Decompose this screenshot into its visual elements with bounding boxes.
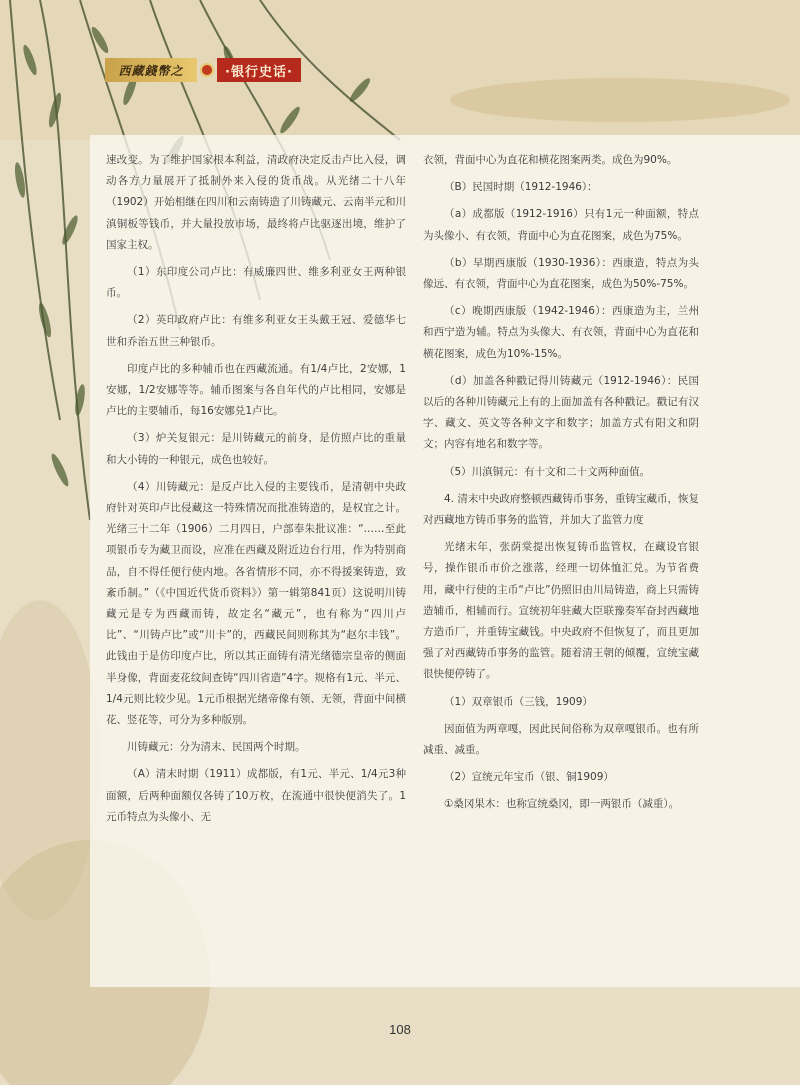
paragraph: （4）川铸藏元：是反卢比入侵的主要钱币，是清朝中央政府针对英印卢比侵藏这一特殊情况而批准铸造的，是权宜之计。光绪三十二年（1906）二月四日，户部奉朱批议准：“……至此项银币专为藏卫而设，应准在西藏及附近边台行用，作为特别商品，自不得任便行使内地。各省情形不同，亦不得援案铸造，致紊币制。”（《中国近代货币资料》）第一辑第841页）这说明川铸藏元是专为西藏而铸，故定名“藏元”，也有称为“四川卢比”、“川铸卢比”或“川卡”的，西藏民间则称其为“赵尔丰钱”。此钱由于是仿印度卢比，所以其正面铸有清光绪德宗皇帝的侧面半身像，背面麦花纹间查铸“四川省造”4字。规格有1元、半元、1/4元则比较少见。1元币根据光绪帝像有领、无领，背面中间横花、竖花等，可分为多种版别。 bbox=[106, 480, 406, 727]
right-column bbox=[423, 150, 699, 822]
page-number: 108 bbox=[389, 1022, 411, 1037]
section-label: ·银行史话· bbox=[217, 58, 301, 82]
column-header bbox=[105, 58, 305, 82]
seal-dot-icon bbox=[200, 63, 214, 77]
paragraph: （5）川滇铜元：有十文和二十文两种面值。 bbox=[444, 465, 651, 478]
paragraph: 印度卢比的多种辅币也在西藏流通。有1/4卢比，2安娜，1安娜，1/2安娜等等。辅币图案与各自年代的卢比相同，安娜是卢比的主要辅币，每16安娜兑1卢比。 bbox=[106, 362, 406, 418]
left-column bbox=[106, 150, 406, 834]
paragraph: 衣领，背面中心为直花和横花图案两类。成色为90%。 bbox=[423, 154, 678, 166]
section-heading: 4. 清末中央政府整顿西藏铸币事务，重铸宝藏币，恢复对西藏地方铸币事务的监管，并加大了监管力度 bbox=[423, 492, 699, 527]
magazine-brand: 西藏錢幣之 bbox=[105, 58, 197, 82]
paragraph: （b）早期西康版（1930-1936）：西康造，特点为头像远、有衣领，背面中心为直花图案，成色为50%-75%。 bbox=[423, 256, 699, 291]
paragraph: （A）清末时期（1911）成都版，有1元、半元、1/4元3种面额，后两种面额仅各铸了10万枚，在流通中很快便消失了。1元币特点为头像小、无 bbox=[106, 768, 406, 823]
paragraph: （3）炉关复银元：是川铸藏元的前身，是仿照卢比的重量和大小铸的一种银元，成色也较好。 bbox=[106, 432, 406, 466]
paragraph: （d）加盖各种戳记得川铸藏元（1912-1946）：民国以后的各种川铸藏元上有的上面加盖有各种戳记。戳记有汉字、藏文、英文等各种文字和数字；加盖方式有阳文和阴文；内容有地名和数字等。 bbox=[423, 374, 699, 451]
paragraph: ①桑冈果木：也称宣统桑冈，即一两银币（减重）。 bbox=[444, 798, 680, 811]
paragraph: （B）民国时期（1912-1946）： bbox=[444, 181, 598, 194]
paragraph: （2）英印政府卢比：有维多利亚女王头戴王冠、爱德华七世和乔治五世三种银币。 bbox=[106, 314, 406, 348]
paragraph: （1）双章银币（三钱，1909） bbox=[444, 695, 593, 708]
paragraph: （a）成都版（1912-1916）只有1元一种面额，特点为头像小、有衣领，背面中心为直花图案，成色为75%。 bbox=[423, 208, 699, 242]
paragraph: 速改变。为了维护国家根本利益，清政府决定反击卢比入侵，调动各方力量展开了抵制外来入侵的货币战。从光绪二十八年（1902）开始相继在四川和云南铸造了川铸藏元、云南半元和川滇铜板等钱币，并大量投放市场，最终将卢比驱逐出境，维护了国家主权。 bbox=[106, 154, 406, 251]
paragraph: （2）宣统元年宝币（银、铜1909） bbox=[444, 771, 614, 784]
paragraph: 川铸藏元：分为清末、民国两个时期。 bbox=[127, 741, 306, 754]
paragraph: 光绪末年，张荫棠提出恢复铸币监管权，在藏设官银号，操作银币市价之涨落，经理一切体恤汇兑。为节省费用，藏中行使的主币“卢比”仍照旧由川局铸造，商上只需铸造辅币，相辅而行。宣统初年驻藏大臣联豫奏军奋封西藏地方造币厂，并重铸宝藏钱。中央政府不但恢复了，而且更加强了对西藏铸币事务的监管。随着清王朝的倾覆，宣统宝藏很快便停铸了。 bbox=[423, 541, 699, 681]
paragraph: （1）东印度公司卢比：有威廉四世、维多利亚女王两种银币。 bbox=[106, 266, 406, 300]
paragraph: （c）晚期西康版（1942-1946）：西康造为主，兰州和西宁造为辅。特点为头像大、有衣领，背面中心为直花和横花图案，成色为10%-15%。 bbox=[423, 305, 699, 360]
paragraph: 因面值为两章嘎，因此民间俗称为双章嘎银币。也有所减重、减重。 bbox=[423, 722, 699, 757]
